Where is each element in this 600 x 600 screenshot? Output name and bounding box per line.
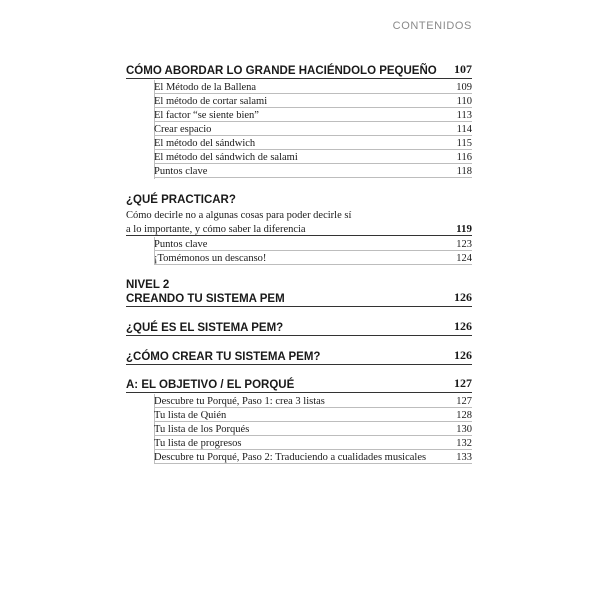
toc-entry-label: Descubre tu Porqué, Paso 1: crea 3 listas [154, 396, 325, 407]
toc-entry [154, 80, 472, 94]
toc-entry-page: 128 [456, 410, 472, 421]
toc-heading-level-2 [126, 291, 472, 307]
toc-entry [154, 394, 472, 408]
toc-entry-page: 132 [456, 438, 472, 449]
toc-entry [154, 136, 472, 150]
toc-entry-page: 124 [456, 253, 472, 264]
toc-entry [154, 150, 472, 164]
toc-entry [154, 422, 472, 436]
toc-entry-page: 133 [456, 452, 472, 463]
toc-heading-section-2: ¿QUÉ PRACTICAR? [126, 194, 236, 206]
toc-heading-title: ¿QUÉ ES EL SISTEMA PEM? [126, 322, 284, 334]
toc-entry-label: Crear espacio [154, 124, 212, 135]
toc-description-row [126, 222, 472, 236]
toc-entry [154, 251, 472, 265]
toc-entry-label: Puntos clave [154, 239, 208, 250]
toc-entry-label: El método de cortar salami [154, 96, 268, 107]
toc-description-line: Cómo decirle no a algunas cosas para poder decirle sí [126, 210, 352, 221]
toc-entry-page: 109 [456, 82, 472, 93]
toc-entry-label: Tu lista de progresos [154, 438, 242, 449]
toc-description-label: a lo importante, y cómo saber la diferencia [126, 224, 306, 235]
toc-heading-section-5 [126, 377, 472, 393]
toc-heading-section-4 [126, 349, 472, 365]
toc-heading-page: 126 [454, 348, 472, 362]
toc-entry-page: 113 [456, 110, 472, 121]
toc-entry [154, 436, 472, 450]
toc-entry-page: 130 [456, 424, 472, 435]
toc-heading-section-1 [126, 63, 472, 79]
toc-entry [154, 122, 472, 136]
toc-entry [154, 408, 472, 422]
toc-entry [154, 164, 472, 178]
toc-heading-page: 107 [454, 62, 472, 76]
toc-entry-label: Tu lista de Quién [154, 410, 227, 421]
toc-entry-label: El método del sándwich [154, 138, 256, 149]
toc-entry-page: 115 [456, 138, 472, 149]
toc-heading-page: 127 [454, 376, 472, 390]
toc-entry-label: El Método de la Ballena [154, 82, 257, 93]
toc-entry-page: 110 [456, 96, 472, 107]
toc-entry-page: 114 [456, 124, 472, 135]
toc-entry-label: El factor “se siente bien” [154, 110, 259, 121]
toc-entry-page: 118 [456, 166, 472, 177]
toc-entry-page: 127 [456, 396, 472, 407]
toc-entry-label: Descubre tu Porqué, Paso 2: Traduciendo a cualidades musicales [154, 452, 427, 463]
toc-heading-section-3 [126, 320, 472, 336]
toc-heading-page: 126 [454, 290, 472, 304]
toc-heading-title: ¿CÓMO CREAR TU SISTEMA PEM? [126, 351, 321, 363]
running-header: CONTENIDOS [392, 20, 472, 32]
toc-description-page: 119 [456, 223, 472, 235]
toc-entry-label: Tu lista de los Porqués [154, 424, 250, 435]
toc-entry [154, 450, 472, 464]
toc-heading-title: CREANDO TU SISTEMA PEM [126, 293, 285, 305]
toc-entry [154, 108, 472, 122]
level-label: NIVEL 2 [126, 279, 170, 291]
toc-entry-label: ¡Tomémonos un descanso! [154, 253, 267, 264]
toc-entry-label: El método del sándwich de salami [154, 152, 298, 163]
toc-entry-page: 123 [456, 239, 472, 250]
toc-entry [154, 94, 472, 108]
toc-entry-label: Puntos clave [154, 166, 208, 177]
toc-heading-page: 126 [454, 319, 472, 333]
toc-entry [154, 237, 472, 251]
toc-entry-page: 116 [456, 152, 472, 163]
toc-heading-title: CÓMO ABORDAR LO GRANDE HACIÉNDOLO PEQUEÑO [126, 65, 437, 77]
toc-heading-title: A: EL OBJETIVO / EL PORQUÉ [126, 379, 295, 391]
